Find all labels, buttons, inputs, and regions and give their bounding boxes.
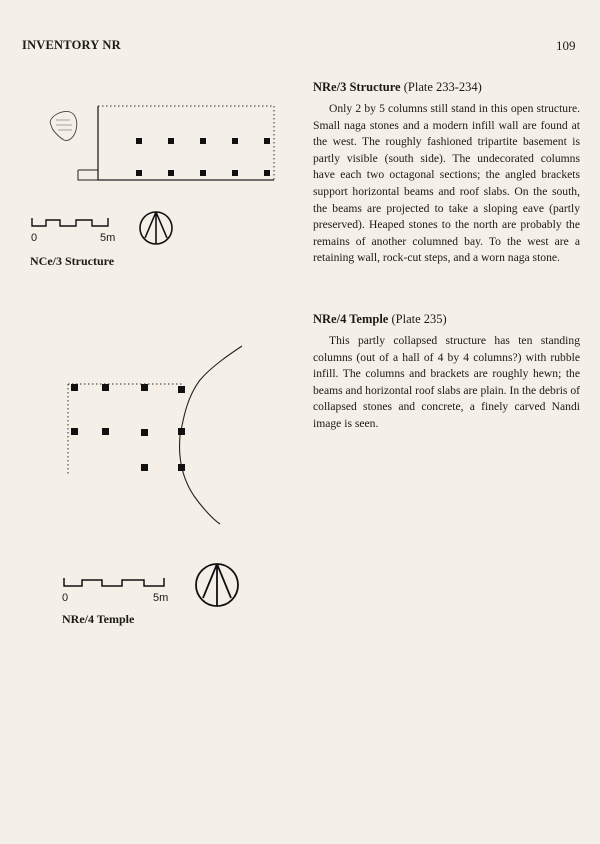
- plan-nre4-temple: [60, 340, 260, 530]
- scale-bar: [62, 576, 170, 592]
- column: [71, 384, 78, 391]
- section-heading: [313, 80, 580, 95]
- section-nre4: [313, 312, 580, 433]
- column: [136, 170, 142, 176]
- rock-edge-outline: [180, 346, 242, 524]
- column: [178, 428, 185, 435]
- section-body: This partly collapsed structure has ten standing columns (out of a hall of 4 by 4 columns?) with rubble infill. The columns and brackets are roughly hewn; the beams and horizontal roof slabs are plain. In the debris of collapsed stones and concrete, a finely carved Nandi image is seen.: [313, 334, 580, 430]
- column: [141, 429, 148, 436]
- figure-caption: NCe/3 Structure: [30, 254, 115, 268]
- north-arrow-icon: [194, 560, 240, 610]
- column: [102, 384, 109, 391]
- section-title: NRe/4 Temple: [313, 312, 389, 326]
- column: [264, 170, 270, 176]
- column-markers: [71, 384, 185, 471]
- plan-nce3-structure: [30, 100, 290, 190]
- column: [178, 386, 185, 393]
- section-nre3: [313, 80, 580, 267]
- plan-dotted-outline: [68, 384, 184, 474]
- scale-bar: [30, 216, 112, 232]
- scale-end: 5m: [153, 592, 169, 604]
- plan-west-wall: [98, 106, 274, 180]
- column: [168, 138, 174, 144]
- column: [136, 138, 142, 144]
- column: [200, 170, 206, 176]
- column: [141, 384, 148, 391]
- section-body: Only 2 by 5 columns still stand in this open structure. Small naga stones and a modern infill wall are found at the west. The roughly fashioned tripartite basement is partly visible (south side). The undecorated columns have each two octagonal sections; the angled brackets support horizontal beams and roof slabs. On the south, the beams are projected to take a sloping eave (partly preserved). Heaped stones to the north are probably the remains of another columned bay. To the west are a retaining wall, rock-cut steps, and a worn naga stone.: [313, 102, 580, 265]
- column-markers: [136, 138, 270, 176]
- column: [232, 170, 238, 176]
- plan-dotted-outline: [98, 106, 274, 180]
- section-title: NRe/3 Structure: [313, 80, 401, 94]
- scale-zero: 0: [31, 232, 38, 244]
- naga-stone-icon: [50, 111, 77, 140]
- north-arrow-icon: [138, 208, 174, 248]
- figure-caption: NRe/4 Temple: [62, 612, 135, 626]
- column: [102, 428, 109, 435]
- column: [71, 428, 78, 435]
- plan-step: [78, 170, 98, 180]
- column: [168, 170, 174, 176]
- column: [178, 464, 185, 471]
- section-heading: [313, 312, 580, 327]
- section-plate-ref: (Plate 235): [388, 312, 447, 326]
- column: [200, 138, 206, 144]
- running-title: INVENTORY NR: [22, 38, 121, 52]
- scale-end: 5m: [100, 232, 116, 244]
- column: [232, 138, 238, 144]
- section-plate-ref: (Plate 233-234): [400, 80, 482, 94]
- page-number: 109: [556, 38, 576, 53]
- column: [141, 464, 148, 471]
- column: [264, 138, 270, 144]
- scale-zero: 0: [62, 592, 69, 604]
